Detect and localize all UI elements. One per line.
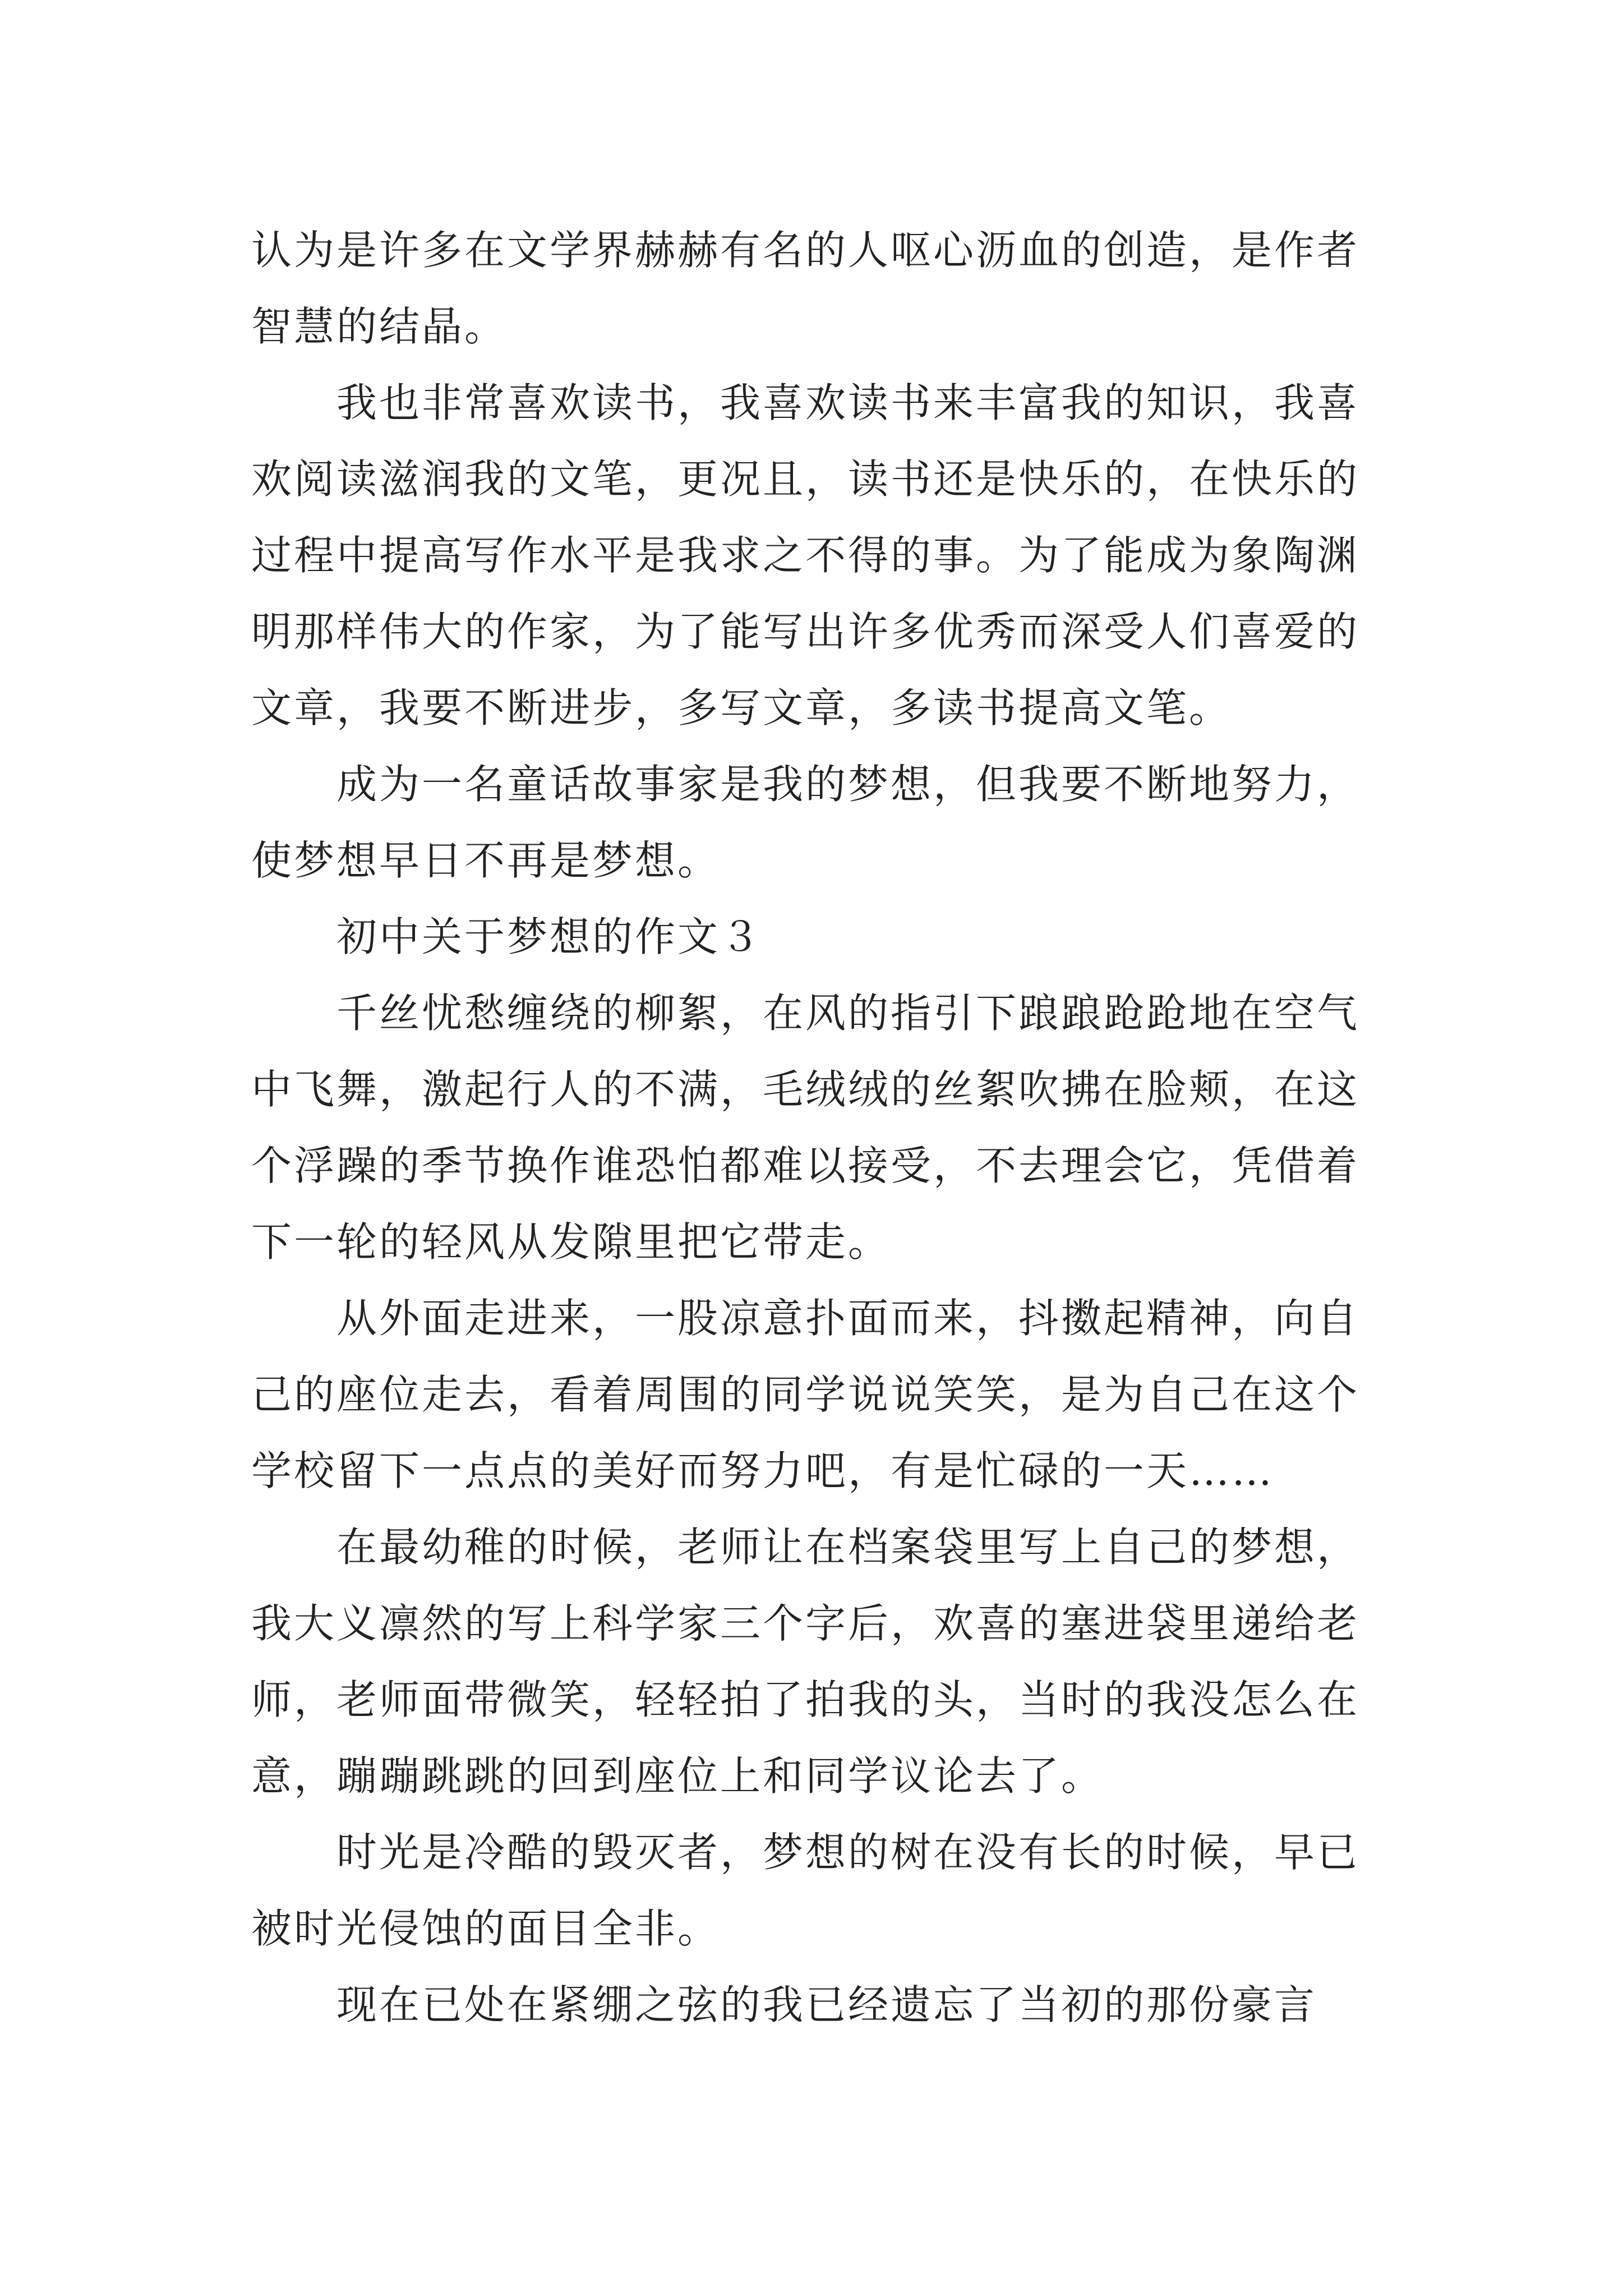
paragraph <box>251 1814 1395 1967</box>
text-line: 中飞舞，激起行人的不满，毛绒绒的丝絮吹拂在脸颊，在这 <box>251 1066 1360 1113</box>
section-heading <box>251 899 1395 975</box>
text-line: 我也非常喜欢读书，我喜欢读书来丰富我的知识，我喜 <box>336 379 1360 426</box>
paragraph <box>251 212 1395 365</box>
text-line: 明那样伟大的作家，为了能写出许多优秀而深受人们喜爱的 <box>251 608 1360 655</box>
text-line: 文章，我要不断进步，多写文章，多读书提高文笔。 <box>251 684 1232 731</box>
text-line: 成为一名童话故事家是我的梦想，但我要不断地努力， <box>336 761 1360 808</box>
text-line: 下一轮的轻风从发隙里把它带走。 <box>251 1218 891 1266</box>
text-line: 意，蹦蹦跳跳的回到座位上和同学议论去了。 <box>251 1752 1104 1800</box>
text-line: 欢阅读滋润我的文笔，更况且，读书还是快乐的，在快乐的 <box>251 455 1360 503</box>
paragraph <box>251 746 1395 899</box>
text-line: 现在已处在紧绷之弦的我已经遗忘了当初的那份豪言 <box>336 1981 1317 2028</box>
text-line: 智慧的结晶。 <box>251 303 508 350</box>
text-line: 个浮躁的季节换作谁恐怕都难以接受，不去理会它，凭借着 <box>251 1142 1360 1189</box>
text-line: 千丝忧愁缠绕的柳絮，在风的指引下踉踉跄跄地在空气 <box>336 990 1360 1037</box>
text-line: 我大义凛然的写上科学家三个字后，欢喜的塞进袋里递给老 <box>251 1600 1360 1647</box>
paragraph <box>251 1967 1395 2043</box>
paragraph <box>251 975 1395 1280</box>
text-line: 过程中提高写作水平是我求之不得的事。为了能成为象陶渊 <box>251 532 1360 579</box>
text-line: 使梦想早日不再是梦想。 <box>251 837 721 884</box>
text-line: 己的座位走去，看着周围的同学说说笑笑，是为自己在这个 <box>251 1371 1360 1418</box>
text-line: 认为是许多在文学界赫赫有名的人呕心沥血的创造，是作者 <box>251 227 1360 274</box>
paragraph <box>251 365 1395 746</box>
text-line: 学校留下一点点的美好而努力吧，有是忙碌的一天…… <box>251 1447 1275 1494</box>
text-line: 在最幼稚的时候，老师让在档案袋里写上自己的梦想， <box>336 1524 1360 1571</box>
document-body <box>251 212 1395 2043</box>
paragraph <box>251 1509 1395 1814</box>
text-line: 初中关于梦想的作文３ <box>336 913 763 960</box>
paragraph <box>251 1280 1395 1509</box>
text-line: 从外面走进来，一股凉意扑面而来，抖擞起精神，向自 <box>336 1295 1360 1342</box>
text-line: 被时光侵蚀的面目全非。 <box>251 1905 721 1952</box>
text-line: 师，老师面带微笑，轻轻拍了拍我的头，当时的我没怎么在 <box>251 1676 1360 1723</box>
text-line: 时光是冷酷的毁灭者，梦想的树在没有长的时候，早已 <box>336 1829 1360 1876</box>
